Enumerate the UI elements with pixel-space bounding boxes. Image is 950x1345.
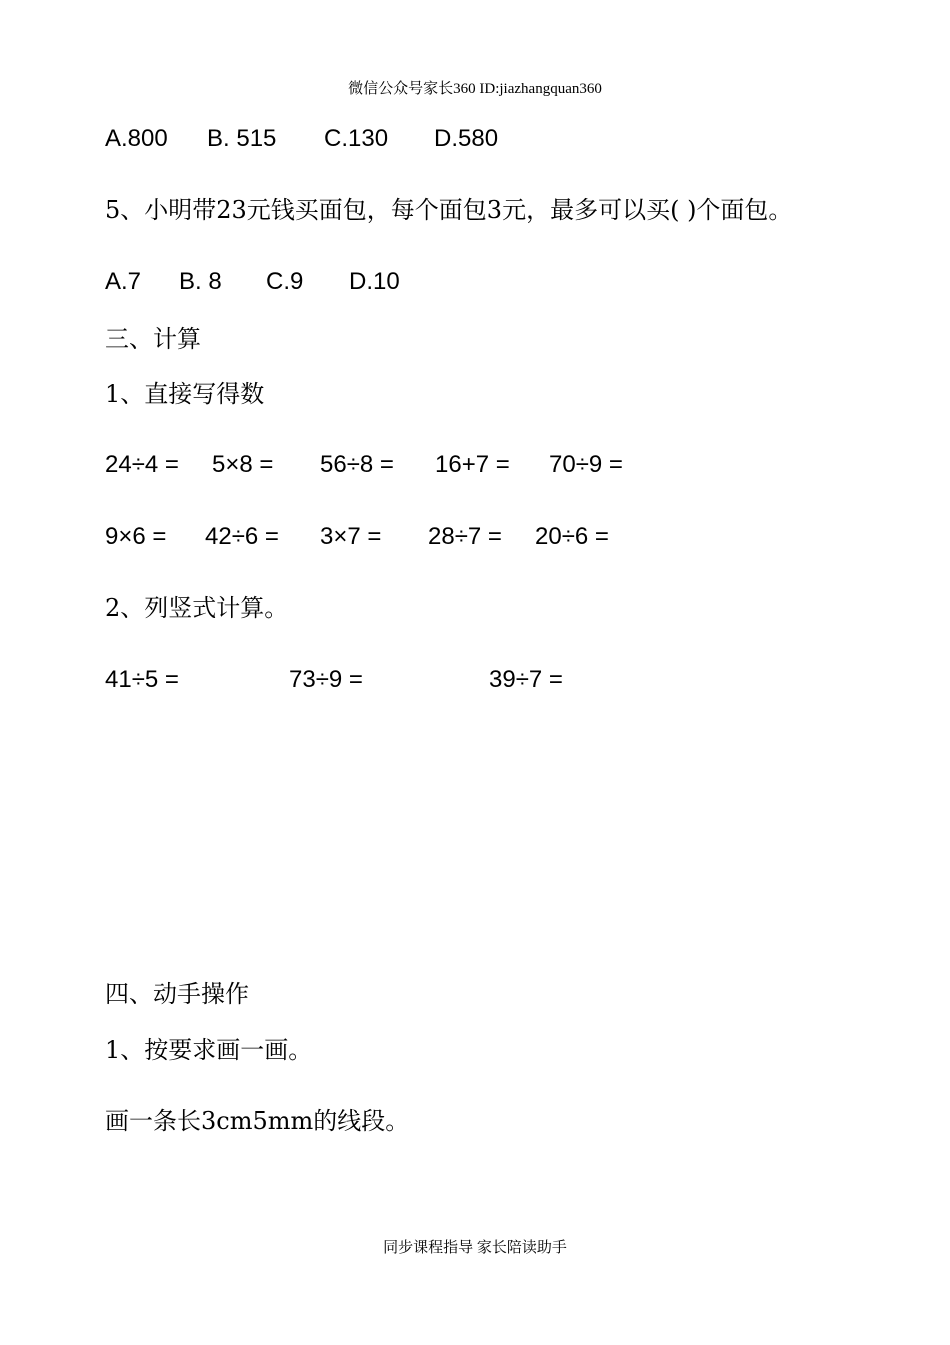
vertical-calc-row bbox=[105, 665, 805, 695]
mental-math-row-1 bbox=[105, 450, 805, 480]
problem: 73÷9 = bbox=[289, 666, 363, 693]
problem: 42÷6 = bbox=[205, 523, 279, 550]
option-b: B. 8 bbox=[179, 268, 222, 295]
problem: 28÷7 = bbox=[428, 523, 502, 550]
q5-options bbox=[105, 267, 705, 297]
problem: 20÷6 = bbox=[535, 523, 609, 550]
option-c: C.9 bbox=[266, 268, 304, 295]
option-a: A.800 bbox=[105, 125, 168, 152]
problem: 16+7 = bbox=[435, 451, 510, 478]
problem: 41÷5 = bbox=[105, 666, 179, 693]
problem: 56÷8 = bbox=[320, 451, 394, 478]
section-3-sub2: 2、列竖式计算。 bbox=[105, 594, 289, 622]
option-d: D.10 bbox=[349, 268, 400, 295]
section-4-sub1: 1、按要求画一画。 bbox=[105, 1036, 313, 1064]
problem: 24÷4 = bbox=[105, 451, 179, 478]
question-5: 5、小明带23元钱买面包，每个面包3元，最多可以买( )个面包。 bbox=[105, 196, 793, 224]
problem: 39÷7 = bbox=[489, 666, 563, 693]
mental-math-row-2 bbox=[105, 522, 805, 552]
section-3-title: 三、计算 bbox=[105, 325, 201, 353]
problem: 70÷9 = bbox=[549, 451, 623, 478]
q4-options bbox=[105, 124, 805, 154]
problem: 9×6 = bbox=[105, 523, 167, 550]
option-b: B. 515 bbox=[207, 125, 277, 152]
section-3-sub1: 1、直接写得数 bbox=[105, 380, 265, 408]
option-c: C.130 bbox=[324, 125, 389, 152]
section-4-title: 四、动手操作 bbox=[105, 980, 249, 1008]
drawing-task: 画一条长3cm5mm的线段。 bbox=[105, 1107, 410, 1135]
option-a: A.7 bbox=[105, 268, 142, 295]
option-d: D.580 bbox=[434, 125, 499, 152]
problem: 3×7 = bbox=[320, 523, 382, 550]
page-header: 微信公众号家长360 ID:jiazhangquan360 bbox=[348, 81, 602, 97]
problem: 5×8 = bbox=[212, 451, 274, 478]
page-footer: 同步课程指导 家长陪读助手 bbox=[383, 1240, 567, 1256]
